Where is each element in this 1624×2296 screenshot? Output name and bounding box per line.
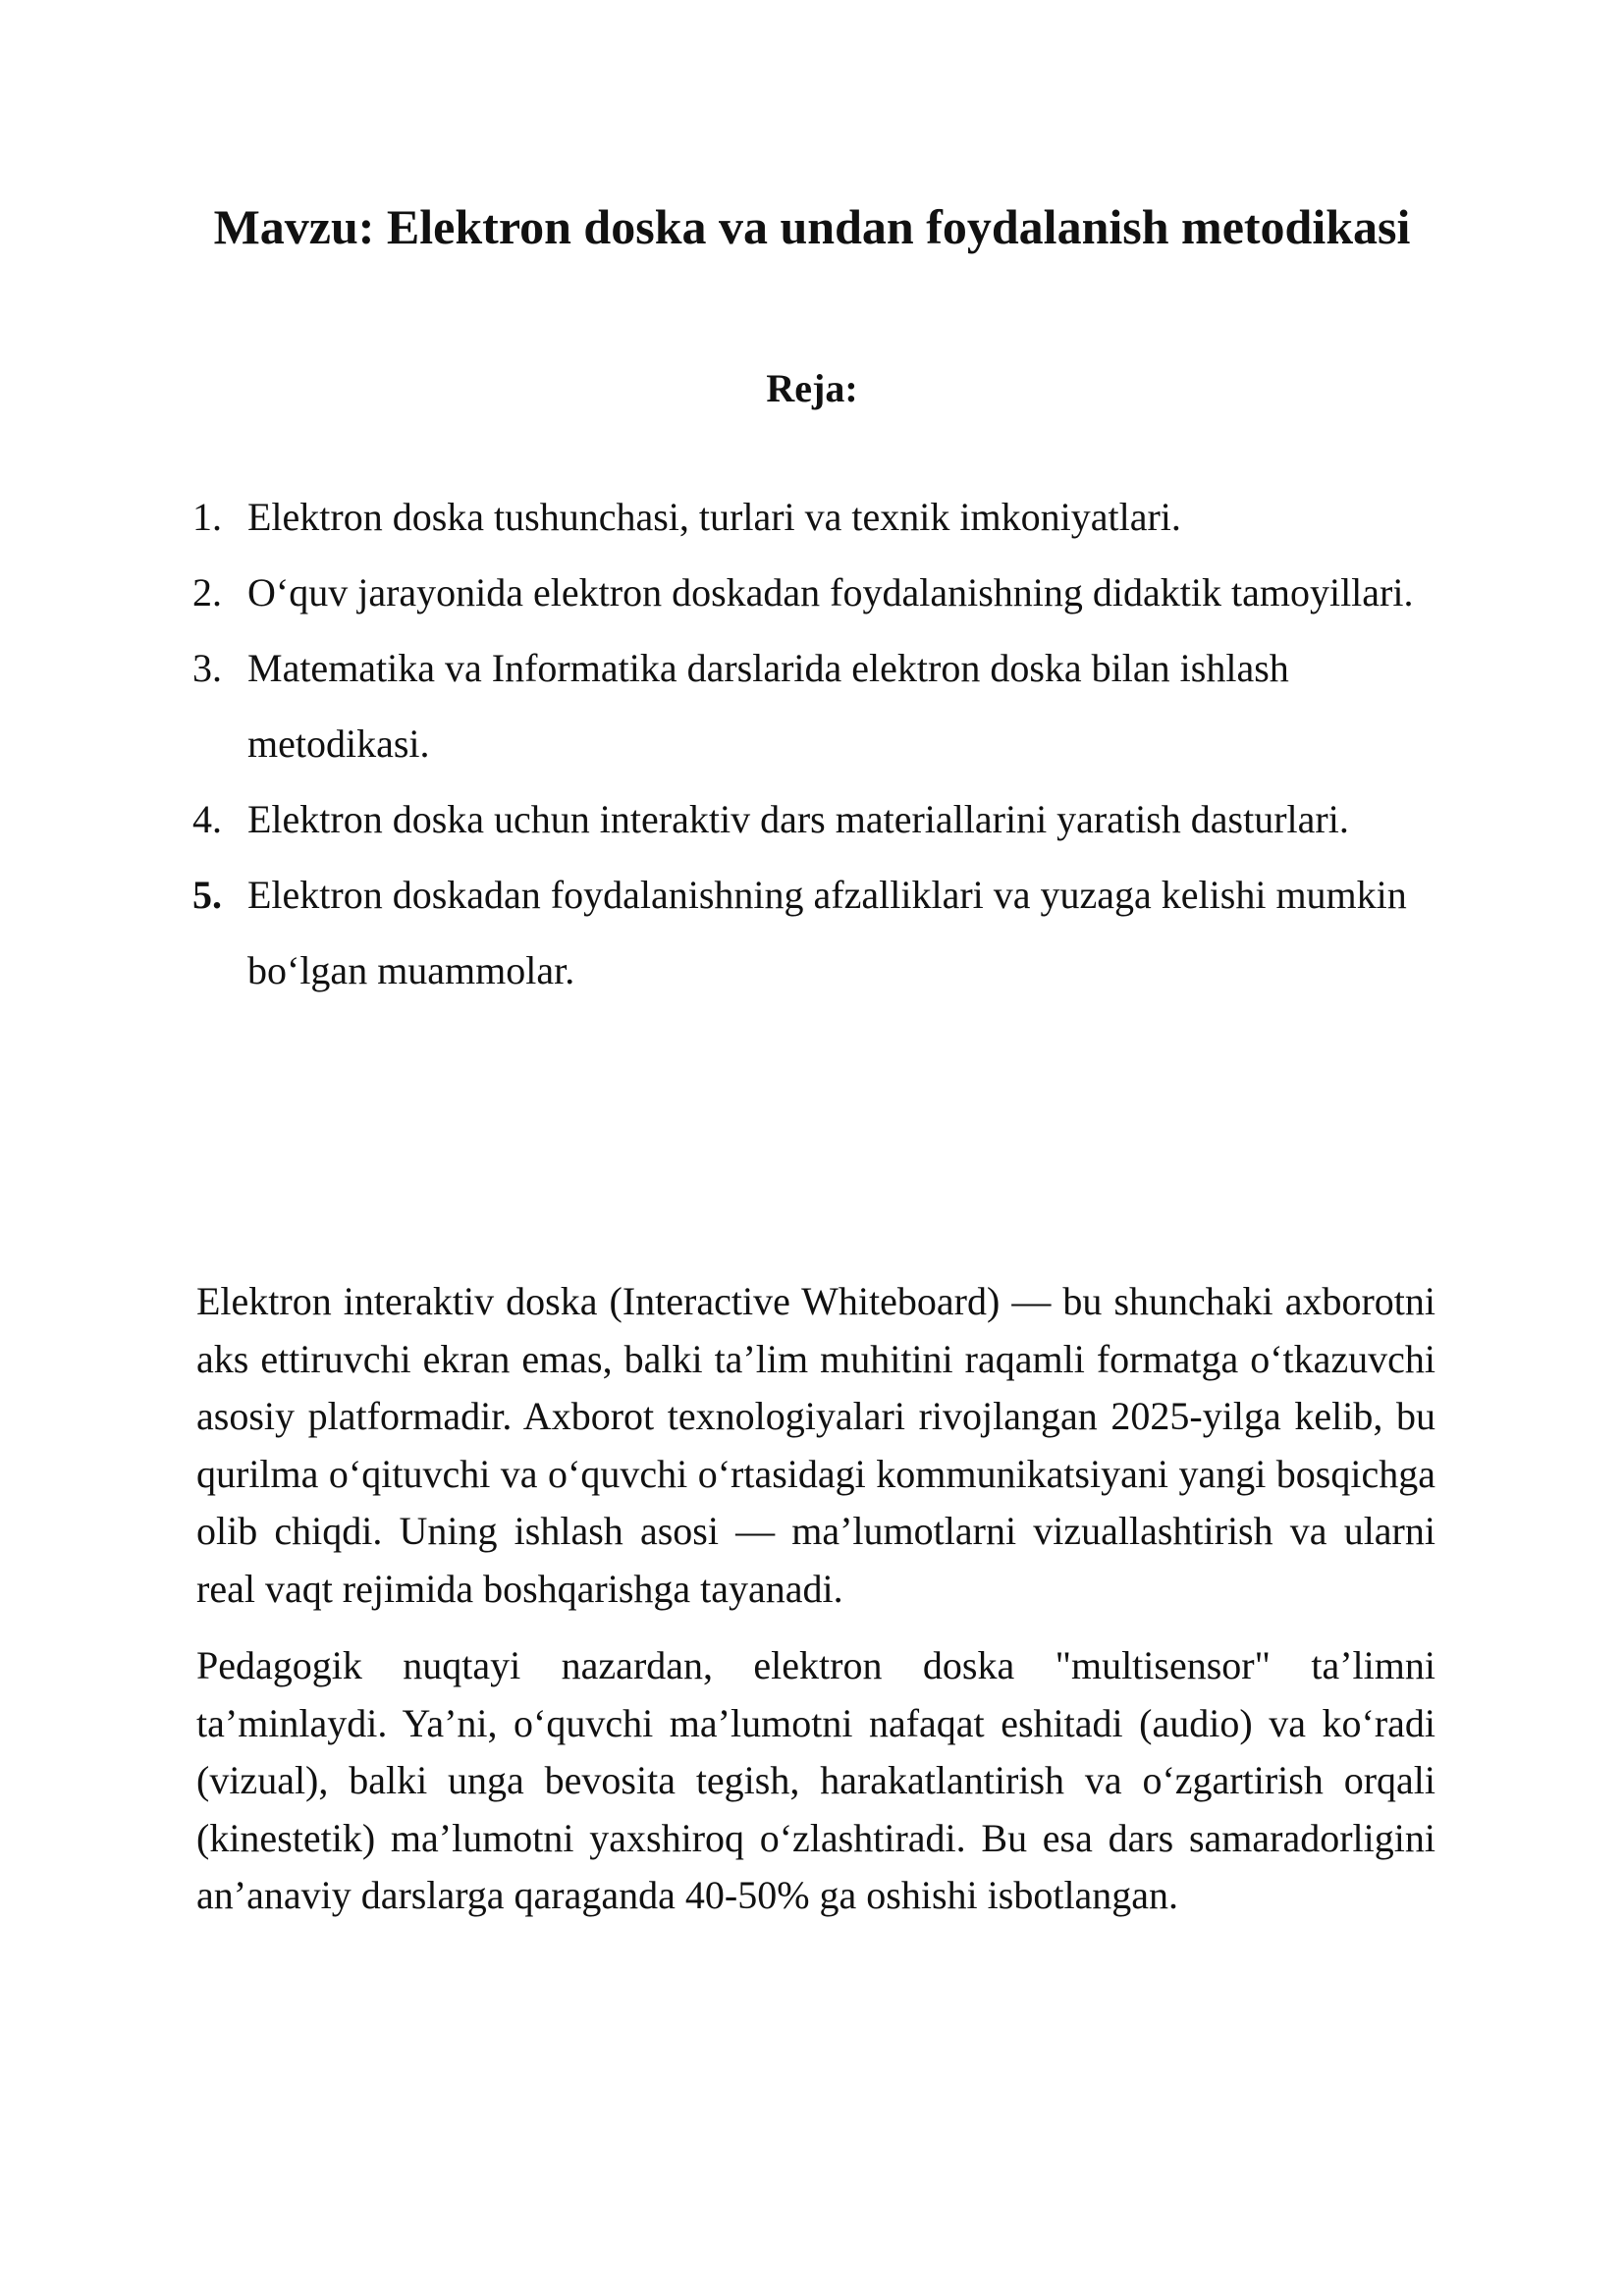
plan-list bbox=[192, 479, 1449, 1008]
plan-item-text: Elektron doskadan foydalanishning afzalliklari va yuzaga kelishi mumkin bo‘lgan muammolar. bbox=[247, 873, 1407, 992]
plan-item-number: 1. bbox=[192, 495, 222, 539]
plan-item-text: O‘quv jarayonida elektron doskadan foydalanishning didaktik tamoyillari. bbox=[247, 570, 1414, 614]
plan-item-1 bbox=[192, 479, 1449, 555]
paragraph: Elektron interaktiv doska (Interactive Whiteboard) — bu shunchaki axborotni aks ettiruvchi ekran emas, balki ta’lim muhitini raqamli formatga o‘tkazuvchi asosiy platformadir. Axborot texnologiyalari rivojlangan 2025-yilga kelib, bu qurilma o‘qituvchi va o‘quvchi o‘rtasidagi kommunikatsiyani yangi bosqichga olib chiqdi. Uning ishlash asosi — ma’lumotlarni vizuallashtirish va ularni real vaqt rejimida boshqarishga tayanadi. bbox=[196, 1279, 1435, 1611]
plan-item-number: 3. bbox=[192, 646, 222, 690]
plan-item-text: Elektron doska uchun interaktiv dars materiallarini yaratish dasturlari. bbox=[247, 797, 1349, 841]
plan-item-4 bbox=[192, 781, 1449, 857]
plan-heading: Reja: bbox=[766, 366, 858, 410]
plan-item-number: 4. bbox=[192, 797, 222, 841]
plan-item-number: 2. bbox=[192, 570, 222, 614]
paragraph: Pedagogik nuqtayi nazardan, elektron doska "multisensor" ta’limni ta’minlaydi. Ya’ni, o‘quvchi ma’lumotni nafaqat eshitadi (audio) va ko‘radi (vizual), balki unga bevosita tegish, harakatlantirish va o‘zgartirish orqali (kinestetik) ma’lumotni yaxshiroq o‘zlashtiradi. Bu esa dars samaradorligini an’anaviy darslarga qaraganda 40-50% ga oshishi isbotlangan. bbox=[196, 1643, 1435, 1917]
plan-item-5 bbox=[192, 857, 1449, 1008]
plan-item-2 bbox=[192, 555, 1449, 630]
plan-item-text: Matematika va Informatika darslarida elektron doska bilan ishlash metodikasi. bbox=[247, 646, 1289, 766]
document-title: Mavzu: Elektron doska va undan foydalanish metodikasi bbox=[213, 199, 1411, 254]
plan-item-text: Elektron doska tushunchasi, turlari va texnik imkoniyatlari. bbox=[247, 495, 1181, 539]
body-text bbox=[196, 1273, 1435, 1945]
plan-item-number: 5. bbox=[192, 873, 222, 917]
plan-item-3 bbox=[192, 630, 1449, 781]
